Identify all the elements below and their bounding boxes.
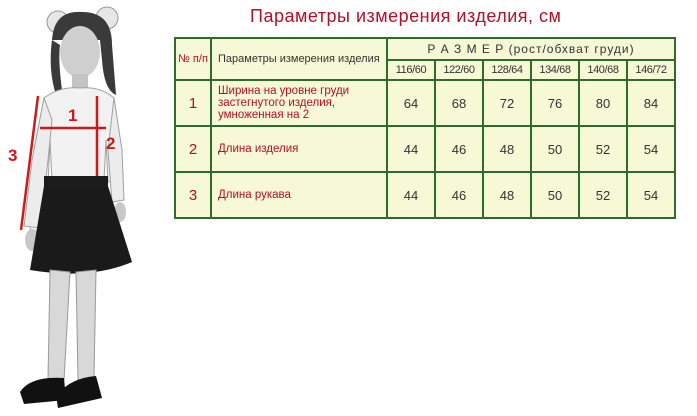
table-cell: 44 [387,172,435,218]
size-column-header: 140/68 [579,60,627,80]
row-number: 3 [175,172,211,218]
table-cell: 72 [483,80,531,126]
table-row [175,126,675,172]
size-header: Р А З М Е Р (рост/обхват груди) [387,38,675,60]
table-cell: 54 [627,172,675,218]
table-row [175,172,675,218]
size-column-header: 146/72 [627,60,675,80]
table-cell: 68 [435,80,483,126]
row-parameter: Длина изделия [211,126,387,172]
table-cell: 50 [531,172,579,218]
table-cell: 64 [387,80,435,126]
table-cell: 84 [627,80,675,126]
param-header: Параметры измерения изделия [211,38,387,80]
size-column-header: 122/60 [435,60,483,80]
table-cell: 46 [435,126,483,172]
row-parameter: Длина рукава [211,172,387,218]
girl-photo [0,0,170,416]
num-header: № п/п [175,38,211,80]
size-column-header: 134/68 [531,60,579,80]
table-cell: 80 [579,80,627,126]
table-cell: 48 [483,126,531,172]
table-row [175,80,675,126]
table-cell: 48 [483,172,531,218]
marker-garment-length: 2 [106,134,116,153]
table-cell: 50 [531,126,579,172]
size-chart-table [174,37,676,219]
row-parameter: Ширина на уровне груди застегнутого изделия, умноженная на 2 [211,80,387,126]
marker-chest-width: 1 [68,106,78,125]
table-cell: 46 [435,172,483,218]
page-title: Параметры измерения изделия, см [250,6,562,26]
marker-sleeve-length: 3 [8,146,18,165]
table-cell: 54 [627,126,675,172]
row-number: 1 [175,80,211,126]
table-cell: 76 [531,80,579,126]
size-column-header: 116/60 [387,60,435,80]
table-cell: 44 [387,126,435,172]
table-cell: 52 [579,126,627,172]
table-cell: 52 [579,172,627,218]
row-number: 2 [175,126,211,172]
size-column-header: 128/64 [483,60,531,80]
